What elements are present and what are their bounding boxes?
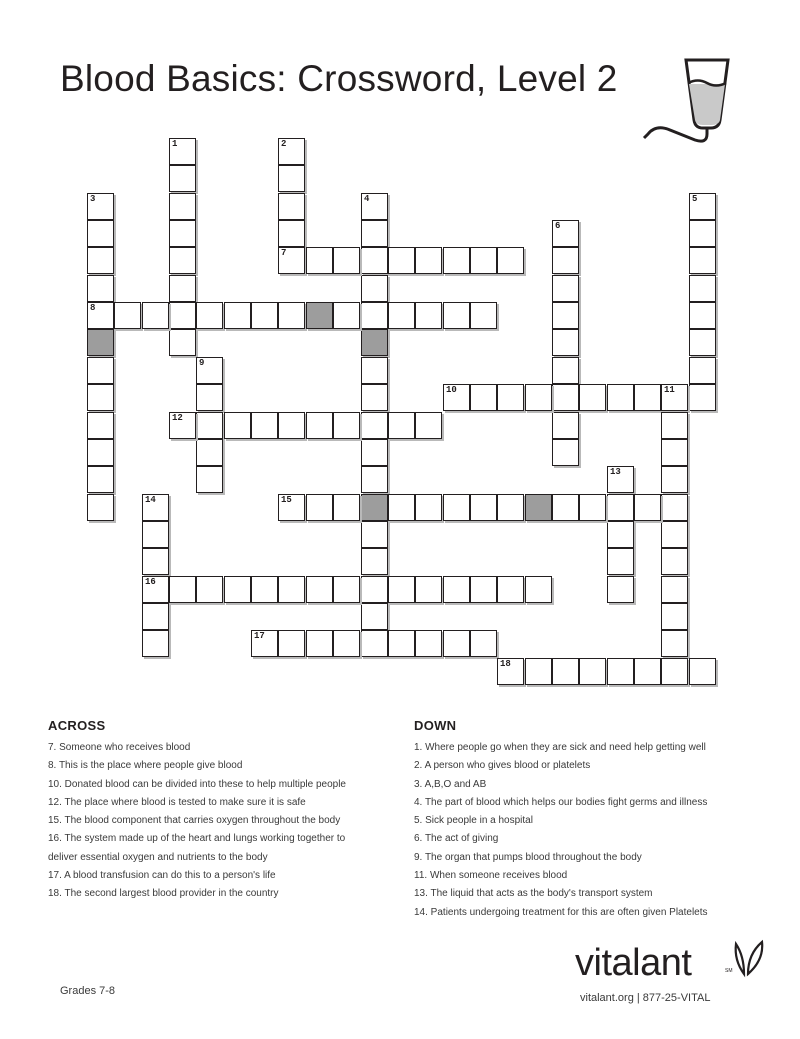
crossword-cell[interactable] xyxy=(525,384,552,411)
clue-number: 9 xyxy=(199,358,205,368)
crossword-cell[interactable] xyxy=(278,412,305,439)
down-heading: DOWN xyxy=(414,718,457,733)
crossword-cell[interactable] xyxy=(224,576,251,603)
crossword-cell[interactable] xyxy=(87,357,114,384)
crossword-cell[interactable] xyxy=(443,302,470,329)
leaf-mark-icon xyxy=(730,938,766,982)
crossword-cell[interactable] xyxy=(525,658,552,685)
crossword-cell[interactable] xyxy=(251,302,278,329)
clue-across-10: 10. Donated blood can be divided into these to help multiple people xyxy=(48,778,346,790)
vitalant-logo xyxy=(575,938,775,988)
crossword-cell[interactable] xyxy=(607,658,634,685)
crossword-cell[interactable] xyxy=(689,220,716,247)
clue-across-12: 12. The place where blood is tested to make sure it is safe xyxy=(48,796,306,808)
crossword-cell[interactable] xyxy=(87,466,114,493)
crossword-cell[interactable] xyxy=(415,630,442,657)
crossword-cell[interactable] xyxy=(87,302,114,329)
crossword-cell[interactable] xyxy=(361,603,388,630)
crossword-cell[interactable] xyxy=(278,247,305,274)
crossword-cell[interactable] xyxy=(634,494,661,521)
crossword-cell[interactable] xyxy=(497,494,524,521)
crossword-cell[interactable] xyxy=(415,576,442,603)
crossword-cell[interactable] xyxy=(689,329,716,356)
clue-down-2: 2. A person who gives blood or platelets xyxy=(414,760,591,772)
crossword-cell[interactable] xyxy=(579,658,606,685)
crossword-cell[interactable] xyxy=(87,193,114,220)
crossword-cell[interactable] xyxy=(661,521,688,548)
crossword-cell[interactable] xyxy=(169,412,196,439)
clue-down-5: 5. Sick people in a hospital xyxy=(414,815,533,827)
crossword-cell[interactable] xyxy=(661,412,688,439)
crossword-cell[interactable] xyxy=(470,302,497,329)
clue-down-14: 14. Patients undergoing treatment for this are often given Platelets xyxy=(414,906,708,918)
clue-number: 7 xyxy=(281,248,287,258)
blocked-cell xyxy=(306,302,333,329)
crossword-cell[interactable] xyxy=(361,521,388,548)
crossword-cell[interactable] xyxy=(415,494,442,521)
crossword-cell[interactable] xyxy=(306,576,333,603)
crossword-cell[interactable] xyxy=(552,302,579,329)
crossword-cell[interactable] xyxy=(333,247,360,274)
crossword-cell[interactable] xyxy=(278,165,305,192)
crossword-cell[interactable] xyxy=(689,193,716,220)
crossword-cell[interactable] xyxy=(142,521,169,548)
clue-number: 14 xyxy=(145,495,156,505)
crossword-cell[interactable] xyxy=(552,384,579,411)
crossword-cell[interactable] xyxy=(333,302,360,329)
clue-down-4: 4. The part of blood which helps our bodies fight germs and illness xyxy=(414,796,708,808)
crossword-cell[interactable] xyxy=(306,494,333,521)
crossword-cell[interactable] xyxy=(552,412,579,439)
crossword-cell[interactable] xyxy=(196,412,223,439)
crossword-cell[interactable] xyxy=(169,220,196,247)
clue-number: 17 xyxy=(254,631,265,641)
service-mark: SM xyxy=(725,968,733,974)
clue-number: 8 xyxy=(90,303,96,313)
crossword-cell[interactable] xyxy=(470,494,497,521)
crossword-cell[interactable] xyxy=(278,138,305,165)
crossword-cell[interactable] xyxy=(142,494,169,521)
crossword-cell[interactable] xyxy=(142,576,169,603)
crossword-cell[interactable] xyxy=(196,384,223,411)
crossword-cell[interactable] xyxy=(689,384,716,411)
crossword-cell[interactable] xyxy=(196,576,223,603)
crossword-cell[interactable] xyxy=(251,576,278,603)
crossword-cell[interactable] xyxy=(607,576,634,603)
crossword-cell[interactable] xyxy=(443,384,470,411)
crossword-cell[interactable] xyxy=(361,302,388,329)
blocked-cell xyxy=(87,329,114,356)
crossword-cell[interactable] xyxy=(661,494,688,521)
crossword-cell[interactable] xyxy=(87,439,114,466)
crossword-cell[interactable] xyxy=(661,603,688,630)
crossword-cell[interactable] xyxy=(251,630,278,657)
crossword-cell[interactable] xyxy=(552,357,579,384)
crossword-cell[interactable] xyxy=(689,302,716,329)
clue-down-13: 13. The liquid that acts as the body's transport system xyxy=(414,888,653,900)
contact-line: vitalant.org | 877-25-VITAL xyxy=(580,992,711,1004)
crossword-cell[interactable] xyxy=(661,658,688,685)
crossword-cell[interactable] xyxy=(169,576,196,603)
crossword-cell[interactable] xyxy=(689,357,716,384)
crossword-cell[interactable] xyxy=(661,576,688,603)
crossword-cell[interactable] xyxy=(388,302,415,329)
clue-down-11: 11. When someone receives blood xyxy=(414,870,568,882)
crossword-cell[interactable] xyxy=(87,275,114,302)
crossword-cell[interactable] xyxy=(443,576,470,603)
crossword-cell[interactable] xyxy=(415,302,442,329)
crossword-cell[interactable] xyxy=(661,439,688,466)
crossword-cell[interactable] xyxy=(443,494,470,521)
crossword-cell[interactable] xyxy=(579,384,606,411)
crossword-cell[interactable] xyxy=(443,630,470,657)
crossword-cell[interactable] xyxy=(224,412,251,439)
crossword-cell[interactable] xyxy=(169,275,196,302)
crossword-cell[interactable] xyxy=(552,658,579,685)
crossword-cell[interactable] xyxy=(552,329,579,356)
crossword-cell[interactable] xyxy=(251,412,278,439)
clue-number: 11 xyxy=(664,385,675,395)
crossword-cell[interactable] xyxy=(607,466,634,493)
crossword-cell[interactable] xyxy=(361,247,388,274)
crossword-cell[interactable] xyxy=(87,412,114,439)
across-heading: ACROSS xyxy=(48,718,106,733)
clue-down-1: 1. Where people go when they are sick and need help getting well xyxy=(414,742,706,753)
crossword-cell[interactable] xyxy=(388,630,415,657)
clue-across-16: 16. The system made up of the heart and lungs working together to xyxy=(48,833,346,845)
crossword-cell[interactable] xyxy=(306,247,333,274)
crossword-cell[interactable] xyxy=(306,412,333,439)
crossword-cell[interactable] xyxy=(114,302,141,329)
crossword-cell[interactable] xyxy=(224,302,251,329)
crossword-cell[interactable] xyxy=(607,521,634,548)
crossword-cell[interactable] xyxy=(361,576,388,603)
clue-across-8: 8. This is the place where people give blood xyxy=(48,760,243,772)
crossword-cell[interactable] xyxy=(361,466,388,493)
crossword-cell[interactable] xyxy=(388,494,415,521)
clue-number: 10 xyxy=(446,385,457,395)
crossword-cell[interactable] xyxy=(689,275,716,302)
crossword-cell[interactable] xyxy=(525,576,552,603)
clue-across-17: 17. A blood transfusion can do this to a person's life xyxy=(48,870,276,882)
clue-number: 13 xyxy=(610,467,621,477)
crossword-cell[interactable] xyxy=(278,302,305,329)
crossword-cell[interactable] xyxy=(333,576,360,603)
crossword-cell[interactable] xyxy=(552,220,579,247)
crossword-cell[interactable] xyxy=(552,247,579,274)
crossword-cell[interactable] xyxy=(361,357,388,384)
crossword-cell[interactable] xyxy=(361,548,388,575)
crossword-cell[interactable] xyxy=(278,220,305,247)
crossword-cell[interactable] xyxy=(388,247,415,274)
crossword-cell[interactable] xyxy=(607,494,634,521)
crossword-cell[interactable] xyxy=(661,630,688,657)
clue-across-7: 7. Someone who receives blood xyxy=(48,742,191,753)
crossword-cell[interactable] xyxy=(470,247,497,274)
crossword-cell[interactable] xyxy=(278,576,305,603)
clue-down-9: 9. The organ that pumps blood throughout the body xyxy=(414,851,642,863)
crossword-cell[interactable] xyxy=(278,494,305,521)
crossword-cell[interactable] xyxy=(634,384,661,411)
clue-number: 15 xyxy=(281,495,292,505)
across-clues xyxy=(48,718,408,904)
crossword-cell[interactable] xyxy=(278,630,305,657)
crossword-cell[interactable] xyxy=(497,384,524,411)
crossword-cell[interactable] xyxy=(87,384,114,411)
blocked-cell xyxy=(361,329,388,356)
crossword-cell[interactable] xyxy=(497,658,524,685)
crossword-cell[interactable] xyxy=(388,412,415,439)
crossword-cell[interactable] xyxy=(470,384,497,411)
crossword-cell[interactable] xyxy=(661,384,688,411)
crossword-cell[interactable] xyxy=(361,275,388,302)
crossword-cell[interactable] xyxy=(87,247,114,274)
clue-number: 3 xyxy=(90,194,96,204)
crossword-cell[interactable] xyxy=(661,466,688,493)
crossword-cell[interactable] xyxy=(169,247,196,274)
crossword-cell[interactable] xyxy=(169,193,196,220)
crossword-cell[interactable] xyxy=(142,630,169,657)
clue-number: 2 xyxy=(281,139,287,149)
crossword-cell[interactable] xyxy=(278,193,305,220)
crossword-cell[interactable] xyxy=(579,494,606,521)
crossword-cell[interactable] xyxy=(142,548,169,575)
crossword-cell[interactable] xyxy=(361,412,388,439)
crossword-cell[interactable] xyxy=(552,494,579,521)
clue-number: 1 xyxy=(172,139,178,149)
crossword-cell[interactable] xyxy=(361,630,388,657)
crossword-cell[interactable] xyxy=(169,165,196,192)
blocked-cell xyxy=(361,494,388,521)
crossword-cell[interactable] xyxy=(333,412,360,439)
page-title: Blood Basics: Crossword, Level 2 xyxy=(60,58,618,99)
clue-number: 16 xyxy=(145,577,156,587)
crossword-cell[interactable] xyxy=(607,384,634,411)
clue-across-18: 18. The second largest blood provider in the country xyxy=(48,888,279,900)
logo-wordmark: vitalant xyxy=(575,942,692,984)
crossword-cell[interactable] xyxy=(552,275,579,302)
clue-number: 4 xyxy=(364,194,370,204)
crossword-cell[interactable] xyxy=(87,220,114,247)
crossword-cell[interactable] xyxy=(196,357,223,384)
crossword-cell[interactable] xyxy=(361,220,388,247)
crossword-cell[interactable] xyxy=(388,576,415,603)
crossword-cell[interactable] xyxy=(87,494,114,521)
crossword-cell[interactable] xyxy=(306,630,333,657)
crossword-cell[interactable] xyxy=(415,412,442,439)
crossword-cell[interactable] xyxy=(415,247,442,274)
clue-across-16-cont: deliver essential oxygen and nutrients to the body xyxy=(48,851,268,863)
crossword-cell[interactable] xyxy=(661,548,688,575)
crossword-cell[interactable] xyxy=(361,384,388,411)
crossword-cell[interactable] xyxy=(196,466,223,493)
crossword-cell[interactable] xyxy=(634,658,661,685)
crossword-cell[interactable] xyxy=(333,494,360,521)
crossword-cell[interactable] xyxy=(443,247,470,274)
clue-down-6: 6. The act of giving xyxy=(414,833,499,845)
clue-across-15: 15. The blood component that carries oxygen throughout the body xyxy=(48,815,341,827)
clue-number: 6 xyxy=(555,221,561,231)
crossword-cell[interactable] xyxy=(196,439,223,466)
crossword-cell[interactable] xyxy=(470,630,497,657)
clue-down-3: 3. A,B,O and AB xyxy=(414,778,487,790)
clue-number: 12 xyxy=(172,413,183,423)
crossword-cell[interactable] xyxy=(470,576,497,603)
grade-level: Grades 7-8 xyxy=(60,985,116,997)
crossword-cell[interactable] xyxy=(607,548,634,575)
crossword-cell[interactable] xyxy=(169,302,196,329)
crossword-cell[interactable] xyxy=(196,302,223,329)
crossword-cell[interactable] xyxy=(169,138,196,165)
crossword-cell[interactable] xyxy=(497,247,524,274)
clue-number: 18 xyxy=(500,659,511,669)
crossword-cell[interactable] xyxy=(361,193,388,220)
crossword-cell[interactable] xyxy=(169,329,196,356)
crossword-cell[interactable] xyxy=(552,439,579,466)
blocked-cell xyxy=(525,494,552,521)
crossword-cell[interactable] xyxy=(689,658,716,685)
down-clues xyxy=(414,718,774,922)
crossword-cell[interactable] xyxy=(142,302,169,329)
crossword-cell[interactable] xyxy=(333,630,360,657)
crossword-cell[interactable] xyxy=(497,576,524,603)
clue-number: 5 xyxy=(692,194,698,204)
crossword-cell[interactable] xyxy=(689,247,716,274)
crossword-cell[interactable] xyxy=(142,603,169,630)
crossword-cell[interactable] xyxy=(361,439,388,466)
